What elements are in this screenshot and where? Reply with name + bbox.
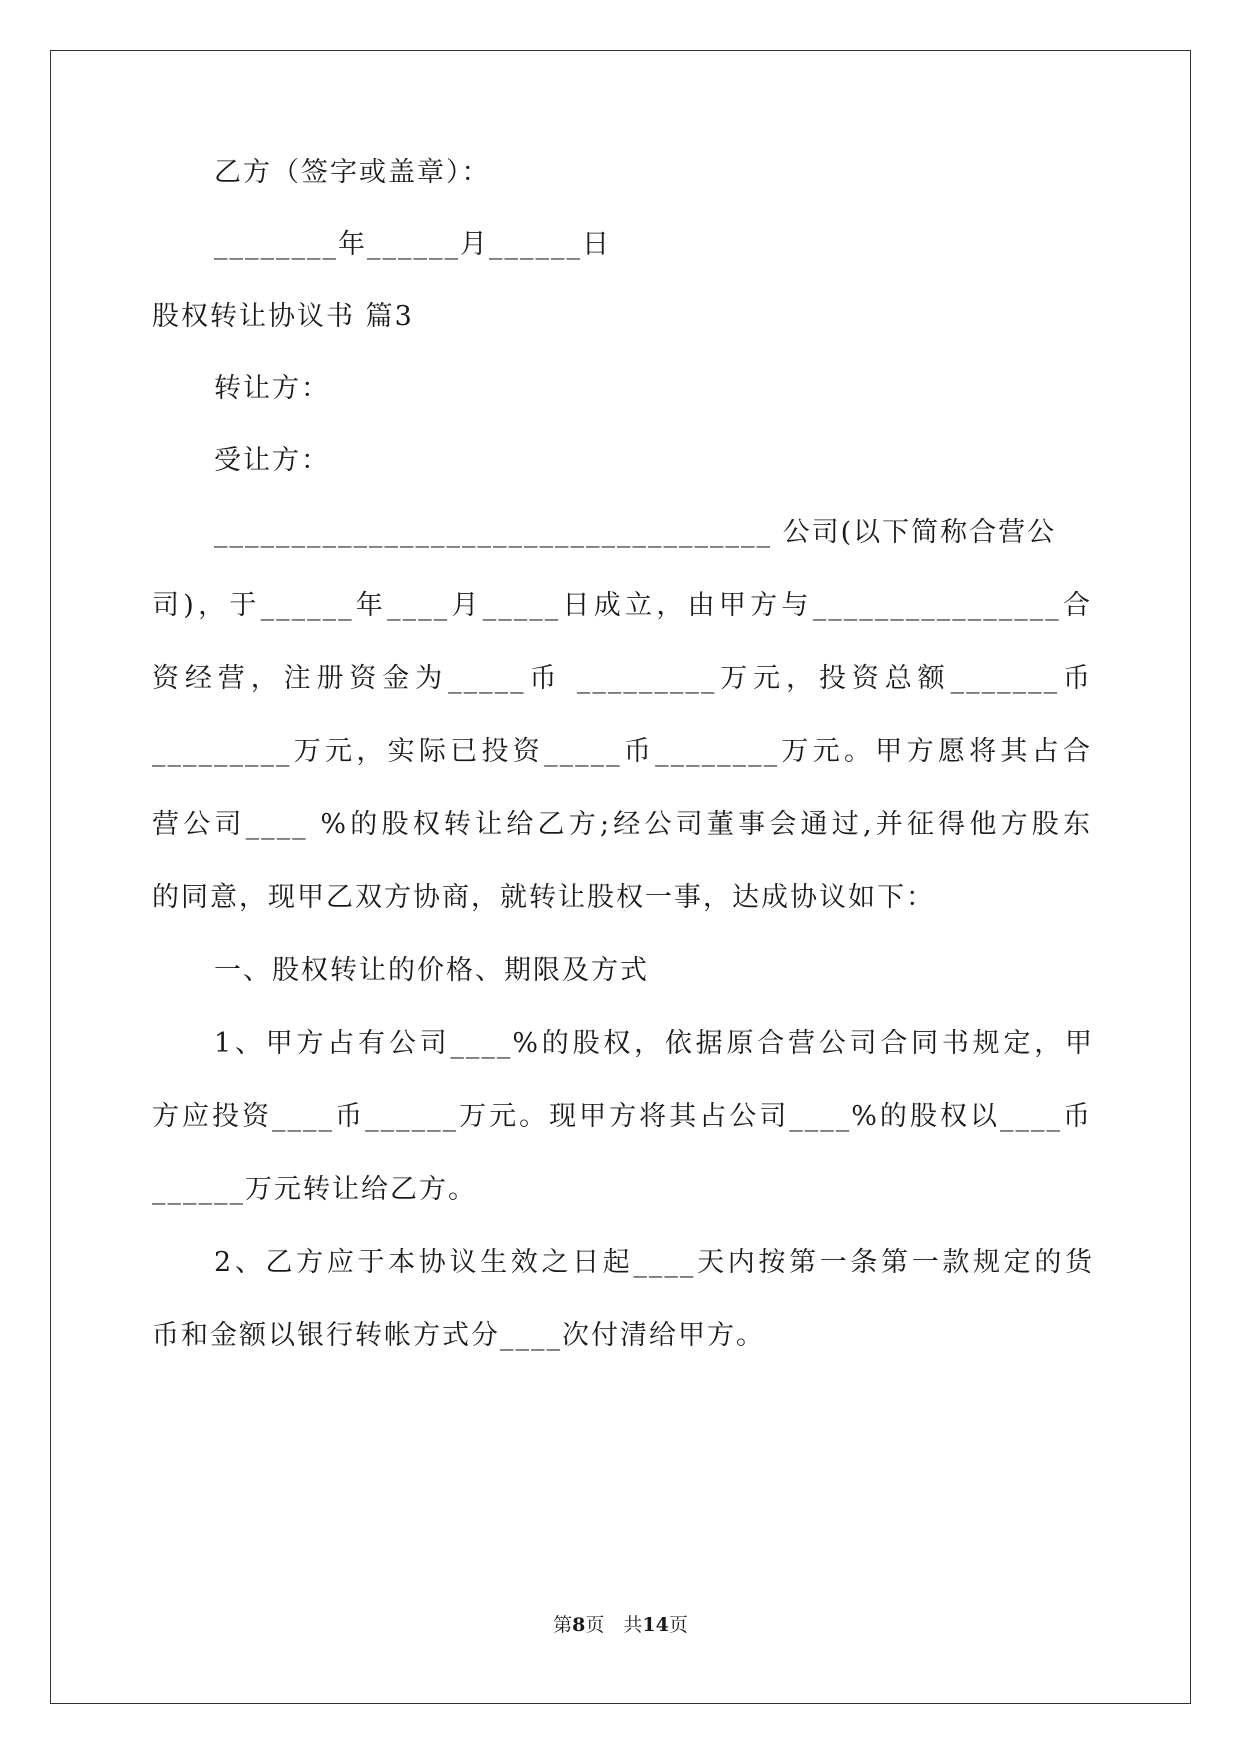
clause-line: 2、乙方应于本协议生效之日起____天内按第一条第一款规定的货 (214, 1247, 1094, 1278)
footer-total-pages: 14 (642, 1614, 669, 1636)
section-title: 股权转让协议书 篇3 (152, 301, 414, 332)
date-line: ________年______月______日 (214, 229, 611, 260)
clause-line: 1、甲方占有公司____%的股权，依据原合营公司合同书规定，甲 (214, 1028, 1094, 1059)
clause-line: ______万元转让给乙方。 (152, 1174, 477, 1205)
paragraph-line: 资经营，注册资金为_____币 _________万元，投资总额_______币 (152, 663, 1092, 694)
footer-suffix: 页 (668, 1614, 688, 1636)
transferee-line: 受让方： (214, 445, 330, 476)
footer-page-number: 8 (572, 1614, 586, 1636)
clause-heading: 一、股权转让的价格、期限及方式 (214, 955, 649, 986)
footer-mid: 页 共 (585, 1614, 643, 1636)
party-b-signature-line: 乙方（签字或盖章）： (214, 157, 491, 188)
clause-line: 币和金额以银行转帐方式分____次付清给甲方。 (152, 1320, 765, 1351)
paragraph-line: 的同意，现甲乙双方协商，就转让股权一事，达成协议如下： (152, 882, 935, 913)
transferor-line: 转让方： (214, 373, 330, 404)
clause-line: 方应投资____币______万元。现甲方将其占公司____%的股权以____币 (152, 1101, 1092, 1132)
footer-prefix: 第 (553, 1614, 573, 1636)
paragraph-line: ____________________________________ 公司(以下简称合营公 (214, 517, 1057, 548)
paragraph-line: _________万元，实际已投资_____币________万元。甲方愿将其占合 (152, 736, 1092, 767)
paragraph-line: 营公司____ %的股权转让给乙方;经公司董事会通过,并征得他方股东 (152, 809, 1092, 840)
paragraph-line: 司)，于______年____月_____日成立，由甲方与________________合 (152, 590, 1092, 621)
page-footer (0, 1612, 1241, 1638)
